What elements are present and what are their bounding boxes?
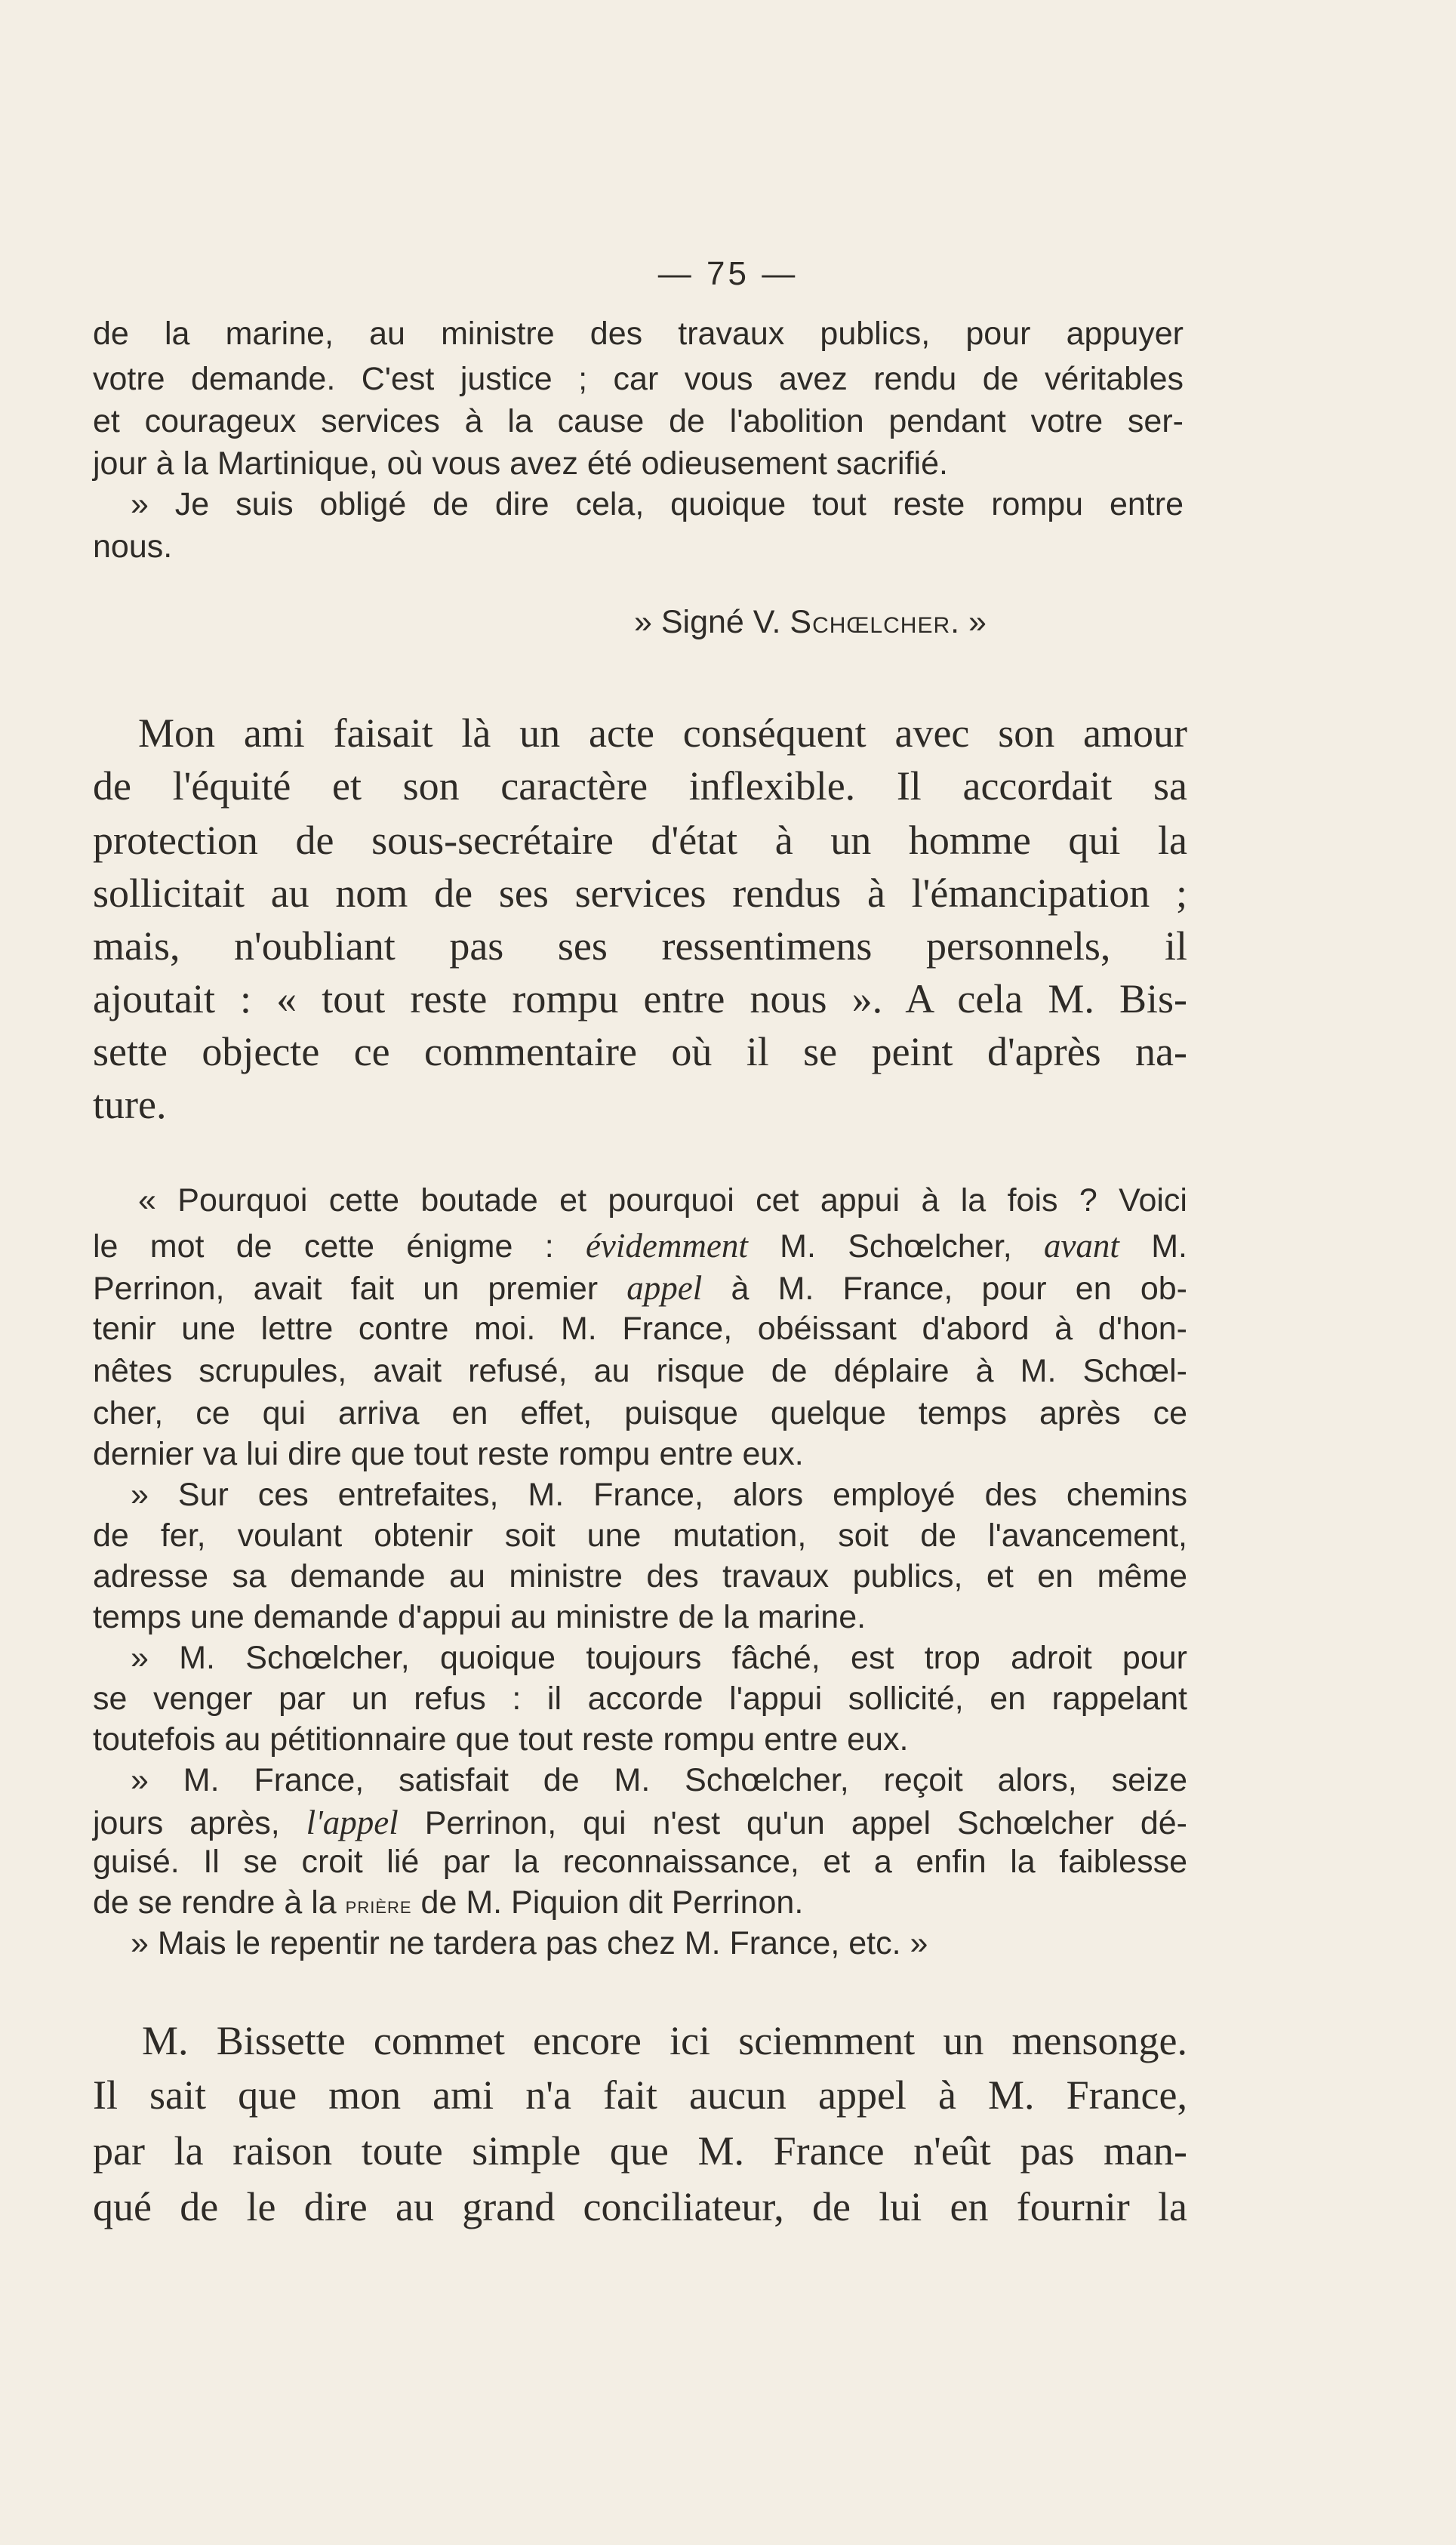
text-line: de l'équité et son caractère inflexible. Il accordait sa [93, 763, 1187, 809]
text-line: jour à la Martinique, où vous avez été odieusement sacrifié. [93, 445, 948, 482]
text-line: guisé. Il se croit lié par la reconnaissance, et a enfin la faiblesse [93, 1844, 1187, 1880]
text-line: temps une demande d'appui au ministre de la marine. [93, 1599, 867, 1635]
text-line: protection de sous-secrétaire d'état à un homme qui la [93, 818, 1187, 863]
text-line: jours après, l'appel Perrinon, qui n'est qu'un appel Schœlcher dé- [93, 1804, 1187, 1841]
text-line: sollicitait au nom de ses services rendus à l'émancipation ; [93, 870, 1187, 916]
text-line: toutefois au pétitionnaire que tout reste rompu entre eux. [93, 1721, 909, 1758]
text-line: nêtes scrupules, avait refusé, au risque de déplaire à M. Schœl- [93, 1353, 1187, 1389]
page-number: — 75 — [657, 255, 799, 292]
text-line: se venger par un refus : il accorde l'appui sollicité, en rappelant [93, 1681, 1187, 1717]
text-line: » Je suis obligé de dire cela, quoique tout reste rompu entre [131, 486, 1184, 522]
text-line: votre demande. C'est justice ; car vous avez rendu de véritables [93, 361, 1184, 397]
text-line: » Sur ces entrefaites, M. France, alors employé des chemins [131, 1477, 1187, 1513]
text-line: mais, n'oubliant pas ses ressentimens personnels, il [93, 923, 1187, 969]
text-line: tenir une lettre contre moi. M. France, obéissant d'abord à d'hon- [93, 1311, 1187, 1347]
text-line: et courageux services à la cause de l'abolition pendant votre ser- [93, 403, 1184, 439]
text-line: ture. [93, 1082, 167, 1127]
text-line: sette objecte ce commentaire où il se peint d'après na- [93, 1029, 1187, 1074]
text-line: par la raison toute simple que M. France n'eût pas man- [93, 2128, 1187, 2174]
signature-prefix: » Signé V. [634, 604, 790, 640]
text-line: Il sait que mon ami n'a fait aucun appel à M. France, [93, 2072, 1187, 2118]
text-line: » M. France, satisfait de M. Schœlcher, reçoit alors, seize [131, 1762, 1187, 1798]
signature-line [634, 604, 987, 641]
text-line: Perrinon, avait fait un premier appel à M. France, pour en ob- [93, 1269, 1187, 1307]
text-line: adresse sa demande au ministre des travaux publics, et en même [93, 1558, 1187, 1594]
text-line: de se rendre à la prière de M. Piquion dit Perrinon. [93, 1884, 804, 1921]
text-line: le mot de cette énigme : évidemment M. Schœlcher, avant M. [93, 1227, 1187, 1265]
text-line: ajoutait : « tout reste rompu entre nous ». A cela M. Bis- [93, 976, 1187, 1021]
text-line: de fer, voulant obtenir soit une mutation, soit de l'avancement, [93, 1517, 1187, 1554]
text-line: nous. [93, 528, 173, 565]
text-line: cher, ce qui arriva en effet, puisque quelque temps après ce [93, 1395, 1187, 1431]
text-line: de la marine, au ministre des travaux publics, pour appuyer [93, 316, 1184, 352]
text-line: dernier va lui dire que tout reste rompu entre eux. [93, 1436, 804, 1472]
text-line: « Pourquoi cette boutade et pourquoi cet appui à la fois ? Voici [138, 1182, 1187, 1219]
text-line: qué de le dire au grand conciliateur, de lui en fournir la [93, 2184, 1187, 2229]
text-line: Mon ami faisait là un acte conséquent avec son amour [138, 710, 1187, 756]
text-line: » Mais le repentir ne tardera pas chez M. France, etc. » [131, 1925, 928, 1961]
signature-name: Schœlcher [790, 604, 951, 640]
signature-suffix: . » [950, 604, 987, 640]
text-line: » M. Schœlcher, quoique toujours fâché, est trop adroit pour [131, 1640, 1187, 1676]
text-line: M. Bissette commet encore ici sciemment un mensonge. [142, 2018, 1187, 2063]
